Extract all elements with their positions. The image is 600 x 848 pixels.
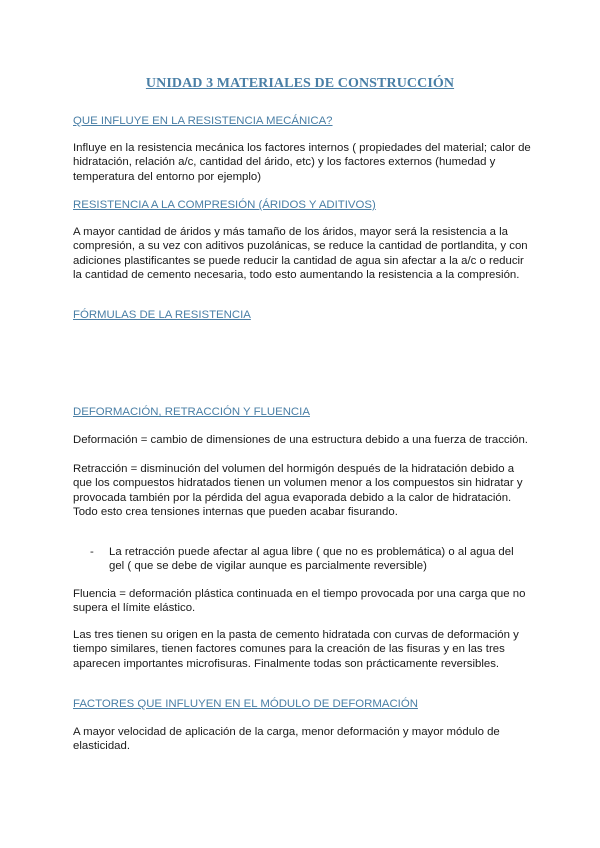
heading-resistencia-mecanica[interactable]: QUE INFLUYE EN LA RESISTENCIA MECÁNICA?	[73, 115, 333, 127]
paragraph-text: A mayor velocidad de aplicación de la carga, menor deformación y mayor módulo de elasticidad.	[73, 726, 500, 753]
heading-resistencia-compresion[interactable]: RESISTENCIA A LA COMPRESIÓN (ÁRIDOS Y ADITIVOS)	[73, 199, 376, 211]
document-title: UNIDAD 3 MATERIALES DE CONSTRUCCIÓN	[145, 76, 455, 91]
paragraph-origen-comun	[73, 628, 533, 671]
paragraph-text: A mayor cantidad de áridos y más tamaño de los áridos, mayor será la resistencia a la compresión, a su vez con aditivos puzolánicas, se reduce la cantidad de portlandita, y con adiciones plastificantes se puede reducir la cantidad de agua sin afectar a la a/c o reducir la cantidad de cemento necesaria, todo esto aumentando la resistencia a la compresión.	[73, 226, 528, 282]
bullet-marker: -	[90, 546, 94, 558]
paragraph-modulo-deformacion	[73, 725, 533, 754]
paragraph-resistencia-compresion	[73, 225, 533, 283]
paragraph-text: Deformación = cambio de dimensiones de una estructura debido a una fuerza de tracción.	[73, 434, 528, 446]
paragraph-text: Influye en la resistencia mecánica los factores internos ( propiedades del material; calor de hidratación, relación a/c, cantidad del árido, etc) y los factores externos (humedad y temperatura del entorno por ejemplo)	[73, 142, 531, 183]
paragraph-resistencia-mecanica	[73, 141, 533, 184]
heading-formulas-resistencia[interactable]: FÓRMULAS DE LA RESISTENCIA	[73, 309, 251, 321]
paragraph-fluencia	[73, 587, 533, 616]
paragraph-text: Fluencia = deformación plástica continuada en el tiempo provocada por una carga que no supera el límite elástico.	[73, 588, 526, 615]
paragraph-text: Las tres tienen su origen en la pasta de cemento hidratada con curvas de deformación y tiempo similares, tienen factores comunes para la creación de las fisuras y en las tres aparecen importantes microfisuras. Finalmente todas son prácticamente reversibles.	[73, 629, 519, 670]
heading-deformacion-retraccion-fluencia[interactable]: DEFORMACIÓN, RETRACCIÓN Y FLUENCIA	[73, 406, 310, 418]
paragraph-deformacion	[73, 433, 533, 447]
paragraph-retraccion	[73, 462, 533, 520]
bullet-text: La retracción puede afectar al agua libre ( que no es problemática) o al agua del gel ( que se debe de vigilar aunque es parcialmente reversible)	[109, 546, 514, 573]
paragraph-text: Retracción = disminución del volumen del hormigón después de la hidratación debido a que los compuestos hidratados tienen un volumen menor a los compuestos sin hidratar y provocada también por la pérdida del agua evaporada debido a la calor de hidratación. Todo esto crea tensiones internas que pueden acabar fisurando.	[73, 463, 523, 519]
heading-factores-modulo-deformacion[interactable]: FACTORES QUE INFLUYEN EN EL MÓDULO DE DEFORMACIÓN	[73, 698, 418, 710]
